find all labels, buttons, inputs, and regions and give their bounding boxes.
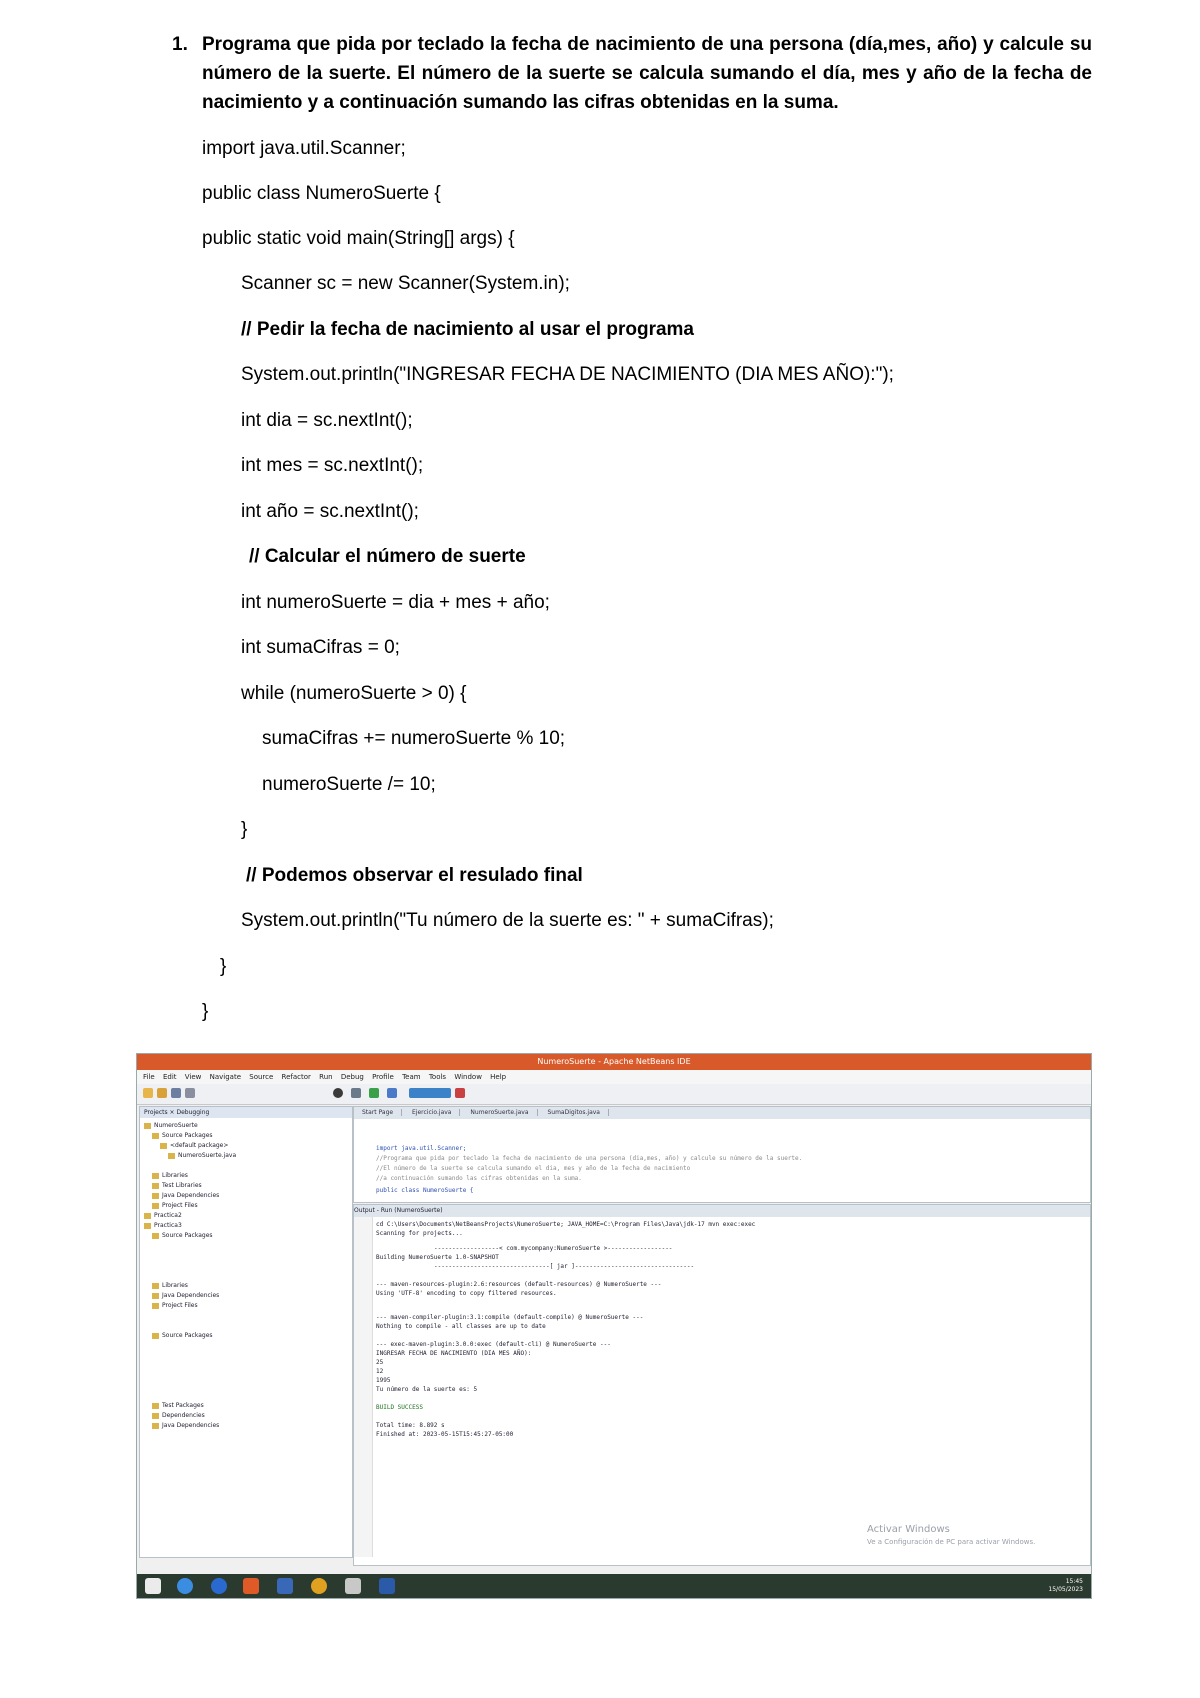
- editor-tab[interactable]: NumeroSuerte.java: [462, 1109, 537, 1116]
- output-line: Finished at: 2023-05-15T15:45:27-05:00: [376, 1431, 514, 1438]
- ide-menu-bar: [137, 1070, 1091, 1084]
- code-comment: // Calcular el número de suerte: [249, 546, 526, 567]
- menu-item[interactable]: Source: [249, 1073, 274, 1081]
- tree-node[interactable]: NumeroSuerte.java: [168, 1151, 236, 1160]
- clock-date: 15/05/2023: [1048, 1586, 1083, 1593]
- word-icon[interactable]: [379, 1578, 395, 1594]
- code-line: import java.util.Scanner;: [202, 138, 406, 159]
- windows-taskbar: [137, 1574, 1091, 1598]
- tree-node[interactable]: Libraries: [152, 1171, 188, 1180]
- tree-node[interactable]: Dependencies: [152, 1411, 205, 1420]
- menu-item[interactable]: Navigate: [209, 1073, 242, 1081]
- code-line: int mes = sc.nextInt();: [241, 455, 424, 476]
- activation-watermark-text: Ve a Configuración de PC para activar Windows.: [867, 1538, 1036, 1546]
- new-file-icon[interactable]: [143, 1088, 153, 1098]
- output-line: BUILD SUCCESS: [376, 1404, 423, 1411]
- tree-node[interactable]: Java Dependencies: [152, 1191, 219, 1200]
- debug-icon[interactable]: [387, 1088, 397, 1098]
- menu-item[interactable]: Tools: [428, 1073, 447, 1081]
- menu-item[interactable]: View: [184, 1073, 202, 1081]
- menu-item[interactable]: Profile: [372, 1073, 394, 1081]
- tree-node[interactable]: Project Files: [152, 1301, 198, 1310]
- profile-icon[interactable]: [455, 1088, 465, 1098]
- menu-item[interactable]: Help: [490, 1073, 507, 1081]
- tree-node[interactable]: Java Dependencies: [152, 1291, 219, 1300]
- editor-tab[interactable]: Start Page: [354, 1109, 402, 1116]
- output-line: --------------------------------[ jar ]---------------------------------: [434, 1263, 695, 1270]
- editor-line: //El número de la suerte se calcula sumando el dia, mes y año de la fecha de nacimiento: [376, 1165, 691, 1172]
- ide-title-bar: NumeroSuerte - Apache NetBeans IDE: [137, 1054, 1091, 1070]
- output-line: 1995: [376, 1377, 391, 1384]
- editor-line: public class NumeroSuerte {: [376, 1187, 474, 1194]
- ide-toolbar: [137, 1084, 1091, 1105]
- code-line: public class NumeroSuerte {: [202, 183, 441, 204]
- tree-node[interactable]: Test Packages: [152, 1401, 204, 1410]
- activation-watermark-title: Activar Windows: [867, 1524, 950, 1535]
- code-line: System.out.println("INGRESAR FECHA DE NACIMIENTO (DIA MES AÑO):");: [241, 364, 894, 385]
- code-line: int numeroSuerte = dia + mes + año;: [241, 592, 550, 613]
- tree-node[interactable]: NumeroSuerte: [144, 1121, 198, 1130]
- ie-icon[interactable]: [177, 1578, 193, 1594]
- tree-node[interactable]: Test Libraries: [152, 1181, 202, 1190]
- chrome-icon[interactable]: [311, 1578, 327, 1594]
- tree-node[interactable]: Project Files: [152, 1201, 198, 1210]
- code-line: while (numeroSuerte > 0) {: [241, 683, 467, 704]
- projects-panel: [139, 1106, 353, 1558]
- output-line: ------------------< com.mycompany:NumeroSuerte >------------------: [434, 1245, 673, 1252]
- menu-item[interactable]: File: [143, 1073, 155, 1081]
- editor-tab[interactable]: Ejercicio.java: [404, 1109, 460, 1116]
- output-line: --- maven-resources-plugin:2.6:resources (default-resources) @ NumeroSuerte ---: [376, 1281, 662, 1288]
- editor-line: import java.util.Scanner;: [376, 1145, 467, 1152]
- code-line: System.out.println("Tu número de la suerte es: " + sumaCifras);: [241, 910, 774, 931]
- output-window[interactable]: [353, 1204, 1091, 1566]
- ide-screenshot: [136, 1053, 1092, 1599]
- output-line: --- exec-maven-plugin:3.0.0:exec (default-cli) @ NumeroSuerte ---: [376, 1341, 611, 1348]
- editor-line: //Programa que pida por teclado la fecha de nacimiento de una persona (dia,mes, año) y calcule su número de la suerte.: [376, 1155, 803, 1162]
- menu-item[interactable]: Window: [454, 1073, 482, 1081]
- editor-tab[interactable]: SumaDigitos.java: [539, 1109, 609, 1116]
- editor-tabs: [354, 1107, 1090, 1119]
- menu-item[interactable]: Run: [319, 1073, 333, 1081]
- output-line: 25: [376, 1359, 384, 1366]
- run-icon[interactable]: [369, 1088, 379, 1098]
- code-editor[interactable]: [353, 1106, 1091, 1203]
- output-line: Using 'UTF-8' encoding to copy filtered resources.: [376, 1290, 557, 1297]
- exercise-text: Programa que pida por teclado la fecha de nacimiento de una persona (día,mes, año) y calcule su número de la suerte. El número de la suerte se calcula sumando el día, mes y año de la fecha de nacimiento y a continuación sumando las cifras obtenidas en la suma.: [202, 34, 1092, 113]
- output-tab[interactable]: Output - Run (NumeroSuerte): [354, 1205, 1090, 1217]
- projects-tab[interactable]: Projects × Debugging: [140, 1107, 352, 1118]
- tree-node[interactable]: Libraries: [152, 1281, 188, 1290]
- code-line: }: [202, 1001, 209, 1022]
- tree-node[interactable]: Practica3: [144, 1221, 182, 1230]
- config-icon[interactable]: [333, 1088, 343, 1098]
- output-line: Tu número de la suerte es: 5: [376, 1386, 478, 1393]
- output-line: Total time: 8.892 s: [376, 1422, 445, 1429]
- code-line: int dia = sc.nextInt();: [241, 410, 413, 431]
- photoshop-icon[interactable]: [277, 1578, 293, 1594]
- app-icon[interactable]: [211, 1578, 227, 1594]
- clean-build-icon[interactable]: [351, 1088, 361, 1098]
- output-gutter: [354, 1217, 373, 1557]
- tree-node[interactable]: Source Packages: [152, 1131, 213, 1140]
- code-line: numeroSuerte /= 10;: [262, 774, 436, 795]
- tree-node[interactable]: Java Dependencies: [152, 1421, 219, 1430]
- clock-time: 15:45: [1065, 1578, 1083, 1585]
- memory-indicator[interactable]: [409, 1088, 451, 1098]
- menu-item[interactable]: Debug: [340, 1073, 364, 1081]
- code-line: int sumaCifras = 0;: [241, 637, 400, 658]
- code-line: }: [241, 819, 248, 840]
- output-line: Nothing to compile - all classes are up to date: [376, 1323, 546, 1330]
- save-icon[interactable]: [171, 1088, 181, 1098]
- code-line: sumaCifras += numeroSuerte % 10;: [262, 728, 566, 749]
- code-line: Scanner sc = new Scanner(System.in);: [241, 273, 570, 294]
- tree-node[interactable]: Source Packages: [152, 1331, 213, 1340]
- exercise-statement: [172, 30, 1092, 117]
- output-line: cd C:\Users\Documents\NetBeansProjects\NumeroSuerte; JAVA_HOME=C:\Program Files\Java\jdk-17 mvn exec:exec: [376, 1221, 756, 1228]
- menu-item[interactable]: Edit: [162, 1073, 177, 1081]
- open-project-icon[interactable]: [157, 1088, 167, 1098]
- code-comment: // Pedir la fecha de nacimiento al usar el programa: [241, 319, 694, 340]
- code-line: int año = sc.nextInt();: [241, 501, 419, 522]
- output-line: Scanning for projects...: [376, 1230, 463, 1237]
- menu-item[interactable]: Refactor: [281, 1073, 311, 1081]
- tree-node[interactable]: Source Packages: [152, 1231, 213, 1240]
- code-comment: // Podemos observar el resulado final: [246, 865, 583, 886]
- start-icon[interactable]: [145, 1578, 161, 1594]
- output-line: --- maven-compiler-plugin:3.1:compile (default-compile) @ NumeroSuerte ---: [376, 1314, 644, 1321]
- netbeans-icon[interactable]: [345, 1578, 361, 1594]
- exercise-number: 1.: [172, 34, 188, 55]
- system-clock[interactable]: [1048, 1578, 1083, 1594]
- save-all-icon[interactable]: [185, 1088, 195, 1098]
- code-line: public static void main(String[] args) {: [202, 228, 515, 249]
- editor-line: //a continuación sumando las cifras obtenidas en la suma.: [376, 1175, 582, 1182]
- tree-node[interactable]: Practica2: [144, 1211, 182, 1220]
- tree-node[interactable]: <default package>: [160, 1141, 228, 1150]
- output-line: 12: [376, 1368, 384, 1375]
- output-line: Building NumeroSuerte 1.0-SNAPSHOT: [376, 1254, 499, 1261]
- output-line: INGRESAR FECHA DE NACIMIENTO (DIA MES AÑO):: [376, 1350, 532, 1357]
- brave-icon[interactable]: [243, 1578, 259, 1594]
- code-line: }: [220, 956, 227, 977]
- menu-item[interactable]: Team: [402, 1073, 421, 1081]
